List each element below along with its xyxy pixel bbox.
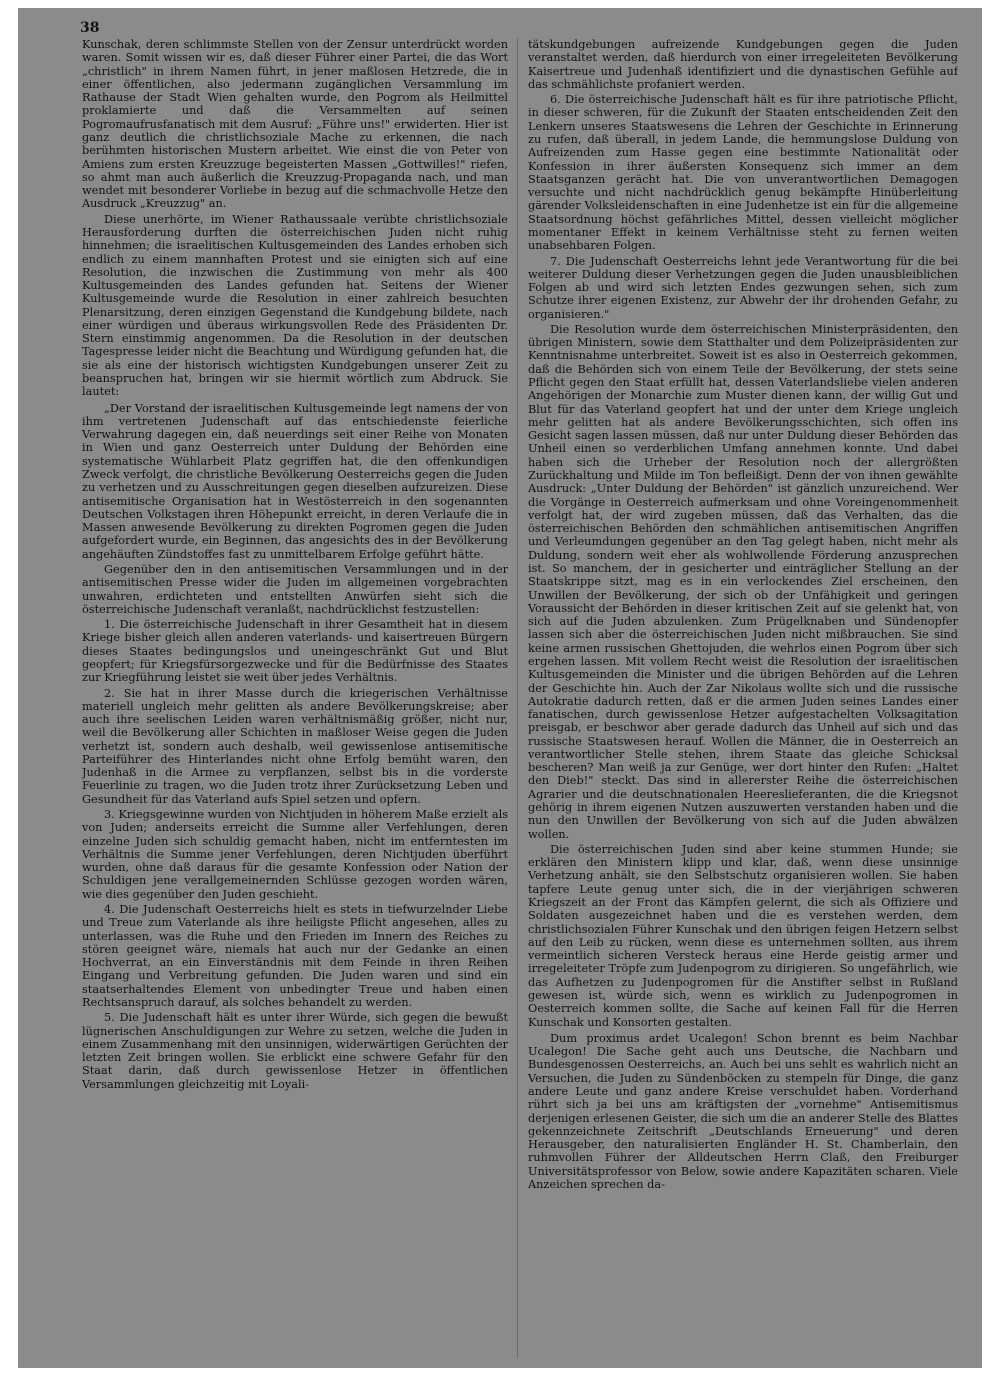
resolution-point-1: 1. Die österreichische Judenschaft in ihrer Gesamtheit hat in diesem Kriege bisher gleich allen anderen vaterlands- und kaisertreuen Bürgern dieses Staates bedingungslos und uneingeschränkt Gut und Blut geopfert; für Kriegsfürsorgezwecke und für die Bedürfnisse des Staates zur Kriegführung leistet sie weit über jedes Verhältnis.: [82, 618, 508, 685]
column-divider: [517, 38, 518, 1358]
paragraph: tätskundgebungen aufreizende Kundgebungen gegen die Juden veranstaltet werden, daß hierdurch von einer irregeleiteten Bevölkerung Kaisertreue und Judenhaß identifiziert und die dynastischen Gefühle auf das schmählichste profaniert werden.: [528, 38, 958, 91]
paragraph: Die österreichischen Juden sind aber keine stummen Hunde; sie erklären den Ministern klipp und klar, daß, wenn diese unsinnige Verhetzung anhält, sie den Selbstschutz organisieren wollen. Sie haben tapfere Leute genug unter sich, die in der vierjährigen schweren Kriegszeit an der Front das Kämpfen gelernt, die sich als Offiziere und Soldaten ausgezeichnet haben und die es verstehen werden, dem christlichsozialen Führer Kunschak und den übrigen feigen Hetzern selbst auf den Leib zu rücken, wenn diese es unternehmen sollten, aus ihrem vermeintlich sicheren Versteck heraus eine Herde geistig armer und irregeleiteter Tröpfe zum Judenpogrom zu dirigieren. So ungefährlich, wie das Aufhetzen zu Judenpogromen für die Anstifter selbst in Rußland gewesen ist, würde sich, wenn es wirklich zu Judenpogromen in Oesterreich kommen sollte, die Sache auf keinen Fall für die Herren Kunschak und Konsorten gestalten.: [528, 842, 958, 1029]
resolution-paragraph: „Der Vorstand der israelitischen Kultusgemeinde legt namens der von ihm vertretenen Judenschaft auf das entschiedenste feierliche Verwahrung dagegen ein, daß neuerdings seit einer Reihe von Monaten in Wien und ganz Oesterreich unter Duldung der Behörden eine systematische Wühlarbeit Platz gegriffen hat, die den offenkundigen Zweck verfolgt, die christliche Bevölkerung Oesterreichs gegen die Juden zu verhetzen und zu Ausschreitungen gegen dieselben aufzureizen. Diese antisemitische Organisation hat in Westösterreich in den sogenannten Deutschen Volkstagen ihren Höhepunkt erreicht, in deren Verlaufe die in Massen anwesende Bevölkerung zu direkten Pogromen gegen die Juden aufgefordert wurde, ein Beginnen, das angesichts des in der Bevölkerung angehäuften Zündstoffes fast zu unmittelbarem Erfolge geführt hätte.: [82, 401, 508, 561]
resolution-point-6: 6. Die österreichische Judenschaft hält es für ihre patriotische Pflicht, in dieser schweren, für die Zukunft der Staaten entscheidenden Zeit den Lenkern unseres Staatswesens die Lehren der Geschichte in Erinnerung zu rufen, daß überall, in jedem Lande, die hemmungslose Duldung von Aufreizenden zum Hasse gegen eine bestimmte Nationalität oder Konfession in ihrer äußersten Konsequenz sich immer an dem Staatsganzen gerächt hat. Die von unverantwortlichen Demagogen versuchte und nicht nachdrücklich genug bekämpfte Hinüberleitung gärender Volksleidenschaften in eine Judenhetze ist ein für die allgemeine Staatsordnung höchst gefährliches Mittel, dessen vielleicht möglicher momentaner Effekt in keinem Verhältnisse steht zu fernen weiten unabsehbaren Folgen.: [528, 93, 958, 253]
resolution-point-3: 3. Kriegsgewinne wurden von Nichtjuden in höherem Maße erzielt als von Juden; anderseits erreicht die Summe aller Verfehlungen, deren einzelne Juden sich schuldig gemacht haben, nicht im entferntesten im Verhältnis die Summe jener Verfehlungen, deren Nichtjuden überführt wurden, ohne daß daraus für die gesamte Konfession oder Nation der Schuldigen jene verallgemeinernden Schlüsse gezogen worden wären, wie dies gegenüber den Juden geschieht.: [82, 808, 508, 901]
resolution-point-7: 7. Die Judenschaft Oesterreichs lehnt jede Verantwortung für die bei weiterer Duldung dieser Verhetzungen gegen die Juden unausbleiblichen Folgen ab und wird sich letzten Endes gezwungen sehen, sich zum Schutze ihrer eigenen Existenz, zur Abwehr der ihr drohenden Gefahr, zu organisieren.": [528, 254, 958, 321]
page-number: 38: [80, 20, 100, 36]
resolution-point-5: 5. Die Judenschaft hält es unter ihrer Würde, sich gegen die bewußt lügnerischen Anschuldigungen zur Wehre zu setzen, welche die Juden in einem Zusammenhang mit den unsinnigen, widerwärtigen Gerüchten der letzten Zeit bringen wollen. Sie erblickt eine schwere Gefahr für den Staat darin, daß durch gewissenlose Hetzer in öffentlichen Versammlungen gleichzeitig mit Loyali-: [82, 1011, 508, 1091]
right-column: [528, 38, 958, 1360]
paragraph: Diese unerhörte, im Wiener Rathaussaale verübte christlichsoziale Herausforderung durften die österreichischen Juden nicht ruhig hinnehmen; die israelitischen Kultusgemeinden des Landes erhoben sich endlich zu einem mannhaften Protest und sie einigten sich auf eine Resolution, die inzwischen die Zustimmung von mehr als 400 Kultusgemeinden des Landes gefunden hat. Seitens der Wiener Kultusgemeinde wurde die Resolution in einer zahlreich besuchten Plenarsitzung, deren einzigen Gegenstand die Kundgebung bildete, nach einer würdigen und überaus wirkungsvollen Rede des Präsidenten Dr. Stern einstimmig angenommen. Da die Resolution in der deutschen Tagespresse leider nicht die Beachtung und Würdigung gefunden hat, die sie als eine der historisch wichtigsten Kundgebungen unserer Zeit zu beanspruchen hat, bringen wir sie hiermit wörtlich zum Abdruck. Sie lautet:: [82, 212, 508, 399]
resolution-point-4: 4. Die Judenschaft Oesterreichs hielt es stets in tiefwurzelnder Liebe und Treue zum Vaterlande als ihre heiligste Pflicht angesehen, alles zu unterlassen, was die Ruhe und den Frieden im Innern des Reiches zu stören geeignet wäre, niemals hat auch nur der Gedanke an einen Hochverrat, an ein Einverständnis mit dem Feinde in ihren Reihen Eingang und Verbreitung gefunden. Die Juden waren und sind ein staatserhaltendes Element von unbedingter Treue und haben einen Rechtsanspruch darauf, als solches behandelt zu werden.: [82, 903, 508, 1009]
paragraph: Die Resolution wurde dem österreichischen Ministerpräsidenten, den übrigen Ministern, sowie dem Statthalter und dem Polizeipräsidenten zur Kenntnisnahme unterbreitet. Soweit ist es also in Oesterreich gekommen, daß die Behörden sich von einem Teile der Bevölkerung, der stets seine Pflicht gegen den Staat erfüllt hat, dessen Vaterlandsliebe vielen anderen Angehörigen der Monarchie zum Muster dienen kann, der willig Gut und Blut für das Vaterland geopfert hat und der unter dem Kriege ungleich mehr gelitten hat als andere Bevölkerungsschichten, sich offen ins Gesicht sagen lassen müssen, daß nur unter Duldung dieser Behörden das Unheil einen so verderblichen Umfang annehmen konnte. Und dabei haben sich die Urheber der Resolution noch der allergrößten Zurückhaltung und Milde im Ton befleißigt. Denn der von ihnen gewählte Ausdruck: „Unter Duldung der Behörden" ist gänzlich unzureichend. Wer die Vorgänge in Oesterreich aufmerksam und ohne Voreingenommenheit verfolgt hat, der wird zugeben müssen, daß das Verhalten, das die österreichischen Behörden den schmählichen antisemitischen Angriffen und Verleumdungen gegenüber an den Tag gelegt haben, nicht mehr als Duldung, sondern weit eher als wohlwollende Förderung anzusprechen ist. So manchem, der in gesicherter und einträglicher Stellung an der Staatskrippe sitzt, mag es in ein verlockendes Ziel erscheinen, den Unwillen der Bevölkerung, der sich ob der Unfähigkeit und geringen Voraussicht der Behörden in dieser kritischen Zeit auf sie gelenkt hat, von sich auf die Juden abzulenken. Zum Prügelknaben und Sündenopfer lassen sich aber die österreichischen Juden nicht mißbrauchen. Sie sind keine armen russischen Ghettojuden, die wehrlos einen Pogrom über sich ergehen lassen. Mit vollem Recht weist die Resolution der israelitischen Kultusgemeinden die Minister und die übrigen Behörden auf die Lehren der Geschichte hin. Auch der Zar Nikolaus wollte sich und die russische Autokratie dadurch retten, daß er die armen Juden seines Landes einer fanatischen, durch gewissenlose Hetzer aufgestachelten Volksagitation preisgab, er beschwor aber gerade dadurch das Unheil auf sich und das russische Staatswesen herauf. Wollen die Männer, die in Oesterreich an verantwortlicher Stelle stehen, ihrem Staate das gleiche Schicksal bescheren? Man weiß ja zur Genüge, wer dort hinter den Rufen: „Haltet den Dieb!" steckt. Das sind in allererster Reihe die österreichischen Agrarier und die deutschnationalen Heereslieferanten, die die Kriegsnot gehörig in ihrem eigenen Nutzen auszuwerten verstanden haben und die nun den Unwillen der Bevölkerung von sich auf die Juden abwälzen wollen.: [528, 322, 958, 841]
paragraph: Dum proximus ardet Ucalegon! Schon brennt es beim Nachbar Ucalegon! Die Sache geht auch uns Deutsche, die Nachbarn und Bundesgenossen Oesterreichs, an. Auch bei uns sehlt es wahrlich nicht an Versuchen, die Juden zu Sündenböcken zu stempeln für Dinge, die ganz andere Leute und ganz andere Kreise verschuldet haben. Vorderhand rührt sich ja bei uns am kräftigsten der „vornehme" Antisemitismus derjenigen erlesenen Geister, die sich um die an anderer Stelle des Blattes gekennzeichnete Zeitschrift „Deutschlands Erneuerung" und deren Herausgeber, den naturalisierten Engländer H. St. Chamberlain, den ruhmvollen Führer der Alldeutschen Herrn Claß, den Freiburger Universitätsprofessor von Below, sowie andere Kapazitäten scharen. Viele Anzeichen sprechen da-: [528, 1031, 958, 1191]
left-column: [82, 38, 508, 1360]
resolution-point-2: 2. Sie hat in ihrer Masse durch die kriegerischen Verhältnisse materiell ungleich mehr gelitten als andere Bevölkerungskreise; aber auch ihre seelischen Leiden waren verhältnismäßig größer, nicht nur, weil die Bevölkerung aller Schichten in maßloser Weise gegen die Juden verhetzt ist, sondern auch deshalb, weil gewissenlose antisemitische Parteiführer des Hinterlandes nicht ohne Erfolg bemüht waren, den Judenhaß in die Armee zu verpflanzen, selbst bis in die vorderste Feuerlinie zu tragen, wo die Juden trotz ihrer Zurücksetzung Leben und Gesundheit für das Vaterland aufs Spiel setzen und opfern.: [82, 686, 508, 806]
paragraph: Kunschak, deren schlimmste Stellen von der Zensur unterdrückt worden waren. Somit wissen wir es, daß dieser Führer einer Partei, die das Wort „christlich" in ihrem Namen führt, in jener maßlosen Hetzrede, die in einer öffentlichen, also jedermann zugänglichen Versammlung im Rathause der Stadt Wien gehalten wurde, den Pogrom als Heilmittel proklamierte und daß die Versammelten auf seinen Pogromaufrusfanatisch mit dem Ausruf: „Führe uns!" erwiderten. Hier ist ganz deutlich die christlichsoziale Mache zu erkennen, die nach berühmten historischen Mustern arbeitet. Wie einst die von Peter von Amiens zum ersten Kreuzzuge begeisterten Massen „Gottwilles!" riefen, so ahmt man auch äußerlich die Kreuzzug-Propaganda nach, und man wendet mit besonderer Vorliebe in bezug auf die schmachvolle Hetze den Ausdruck „Kreuzzug" an.: [82, 38, 508, 211]
newspaper-page: [18, 8, 982, 1368]
paragraph: Gegenüber den in den antisemitischen Versammlungen und in der antisemitischen Presse wider die Juden im allgemeinen vorgebrachten unwahren, erdichteten und entstellten Anwürfen sieht sich die österreichische Judenschaft veranlaßt, nachdrücklichst festzustellen:: [82, 562, 508, 616]
